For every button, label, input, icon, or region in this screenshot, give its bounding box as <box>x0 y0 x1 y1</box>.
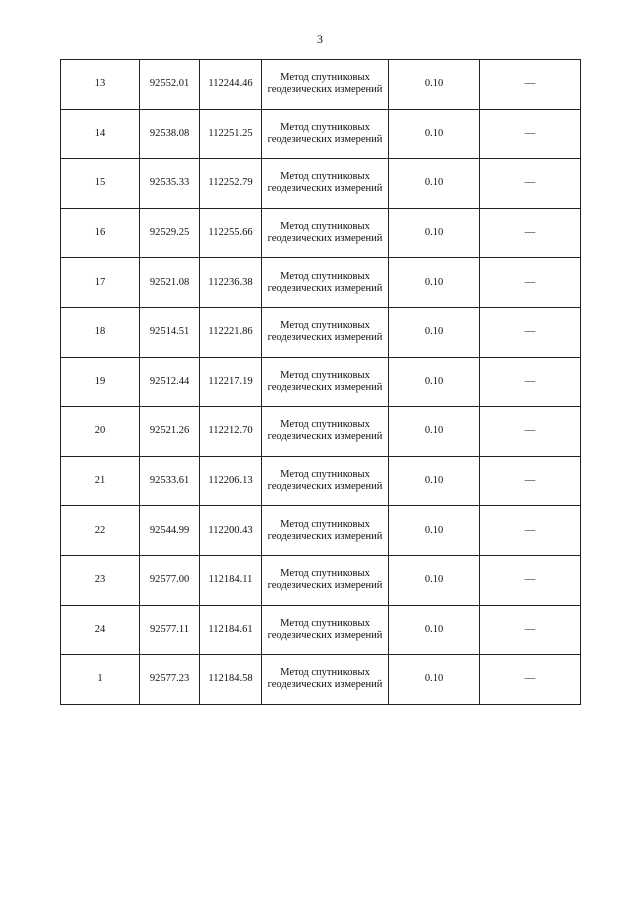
method-line-1: Метод спутниковых <box>280 568 370 580</box>
method-cell <box>262 159 389 209</box>
y-coordinate-cell: 112206.13 <box>200 456 262 506</box>
point-number-cell: 17 <box>61 258 140 308</box>
point-number-cell: 19 <box>61 357 140 407</box>
method-line-1: Метод спутниковых <box>280 419 370 431</box>
y-coordinate-cell: 112184.11 <box>200 555 262 605</box>
table-row <box>61 159 581 209</box>
note-cell: — <box>480 109 581 159</box>
accuracy-cell: 0.10 <box>389 555 480 605</box>
note-cell: — <box>480 655 581 705</box>
method-line-1: Метод спутниковых <box>280 270 370 282</box>
coordinates-table <box>60 59 581 705</box>
method-line-2: геодезических измерений <box>267 332 383 344</box>
x-coordinate-cell: 92538.08 <box>140 109 200 159</box>
note-cell: — <box>480 159 581 209</box>
accuracy-cell: 0.10 <box>389 109 480 159</box>
note-cell: — <box>480 258 581 308</box>
method-line-1: Метод спутниковых <box>280 72 370 84</box>
method-cell <box>262 357 389 407</box>
method-line-2: геодезических измерений <box>267 183 383 195</box>
x-coordinate-cell: 92521.08 <box>140 258 200 308</box>
y-coordinate-cell: 112252.79 <box>200 159 262 209</box>
table-row <box>61 605 581 655</box>
accuracy-cell: 0.10 <box>389 506 480 556</box>
point-number-cell: 18 <box>61 307 140 357</box>
method-cell <box>262 407 389 457</box>
y-coordinate-cell: 112217.19 <box>200 357 262 407</box>
table-row <box>61 655 581 705</box>
note-cell: — <box>480 60 581 110</box>
y-coordinate-cell: 112221.86 <box>200 307 262 357</box>
method-line-2: геодезических измерений <box>267 530 383 542</box>
x-coordinate-cell: 92577.11 <box>140 605 200 655</box>
note-cell: — <box>480 307 581 357</box>
point-number-cell: 23 <box>61 555 140 605</box>
point-number-cell: 14 <box>61 109 140 159</box>
method-cell <box>262 60 389 110</box>
point-number-cell: 24 <box>61 605 140 655</box>
accuracy-cell: 0.10 <box>389 159 480 209</box>
accuracy-cell: 0.10 <box>389 605 480 655</box>
method-line-2: геодезических измерений <box>267 381 383 393</box>
x-coordinate-cell: 92521.26 <box>140 407 200 457</box>
accuracy-cell: 0.10 <box>389 307 480 357</box>
method-line-2: геодезических измерений <box>267 233 383 245</box>
note-cell: — <box>480 357 581 407</box>
note-cell: — <box>480 407 581 457</box>
x-coordinate-cell: 92552.01 <box>140 60 200 110</box>
method-line-1: Метод спутниковых <box>280 320 370 332</box>
point-number-cell: 16 <box>61 208 140 258</box>
x-coordinate-cell: 92544.99 <box>140 506 200 556</box>
x-coordinate-cell: 92514.51 <box>140 307 200 357</box>
note-cell: — <box>480 555 581 605</box>
point-number-cell: 1 <box>61 655 140 705</box>
method-line-1: Метод спутниковых <box>280 221 370 233</box>
method-line-2: геодезических измерений <box>267 580 383 592</box>
x-coordinate-cell: 92577.23 <box>140 655 200 705</box>
method-cell <box>262 605 389 655</box>
method-line-2: геодезических измерений <box>267 133 383 145</box>
table-row <box>61 456 581 506</box>
table-row <box>61 258 581 308</box>
note-cell: — <box>480 605 581 655</box>
method-line-1: Метод спутниковых <box>280 171 370 183</box>
y-coordinate-cell: 112251.25 <box>200 109 262 159</box>
x-coordinate-cell: 92529.25 <box>140 208 200 258</box>
y-coordinate-cell: 112200.43 <box>200 506 262 556</box>
method-cell <box>262 307 389 357</box>
method-line-2: геодезических измерений <box>267 431 383 443</box>
method-line-2: геодезических измерений <box>267 679 383 691</box>
method-line-1: Метод спутниковых <box>280 369 370 381</box>
accuracy-cell: 0.10 <box>389 655 480 705</box>
accuracy-cell: 0.10 <box>389 456 480 506</box>
method-line-2: геодезических измерений <box>267 481 383 493</box>
table-row <box>61 60 581 110</box>
accuracy-cell: 0.10 <box>389 60 480 110</box>
y-coordinate-cell: 112236.38 <box>200 258 262 308</box>
point-number-cell: 20 <box>61 407 140 457</box>
table-row <box>61 109 581 159</box>
method-line-2: геодезических измерений <box>267 282 383 294</box>
note-cell: — <box>480 456 581 506</box>
method-cell <box>262 555 389 605</box>
accuracy-cell: 0.10 <box>389 208 480 258</box>
page-number: 3 <box>317 32 323 46</box>
table-row <box>61 357 581 407</box>
y-coordinate-cell: 112255.66 <box>200 208 262 258</box>
method-line-2: геодезических измерений <box>267 84 383 96</box>
point-number-cell: 21 <box>61 456 140 506</box>
table-row <box>61 307 581 357</box>
point-number-cell: 13 <box>61 60 140 110</box>
method-cell <box>262 506 389 556</box>
accuracy-cell: 0.10 <box>389 258 480 308</box>
method-line-1: Метод спутниковых <box>280 617 370 629</box>
table-row <box>61 208 581 258</box>
note-cell: — <box>480 208 581 258</box>
method-cell <box>262 208 389 258</box>
method-cell <box>262 258 389 308</box>
method-cell <box>262 109 389 159</box>
y-coordinate-cell: 112244.46 <box>200 60 262 110</box>
accuracy-cell: 0.10 <box>389 407 480 457</box>
coordinates-table-body <box>61 60 581 705</box>
y-coordinate-cell: 112212.70 <box>200 407 262 457</box>
note-cell: — <box>480 506 581 556</box>
point-number-cell: 22 <box>61 506 140 556</box>
x-coordinate-cell: 92577.00 <box>140 555 200 605</box>
y-coordinate-cell: 112184.58 <box>200 655 262 705</box>
method-cell <box>262 456 389 506</box>
x-coordinate-cell: 92535.33 <box>140 159 200 209</box>
accuracy-cell: 0.10 <box>389 357 480 407</box>
table-row <box>61 555 581 605</box>
method-line-2: геодезических измерений <box>267 629 383 641</box>
x-coordinate-cell: 92533.61 <box>140 456 200 506</box>
method-line-1: Метод спутниковых <box>280 121 370 133</box>
x-coordinate-cell: 92512.44 <box>140 357 200 407</box>
method-cell <box>262 655 389 705</box>
method-line-1: Метод спутниковых <box>280 518 370 530</box>
y-coordinate-cell: 112184.61 <box>200 605 262 655</box>
method-line-1: Метод спутниковых <box>280 667 370 679</box>
table-row <box>61 407 581 457</box>
point-number-cell: 15 <box>61 159 140 209</box>
table-row <box>61 506 581 556</box>
method-line-1: Метод спутниковых <box>280 469 370 481</box>
